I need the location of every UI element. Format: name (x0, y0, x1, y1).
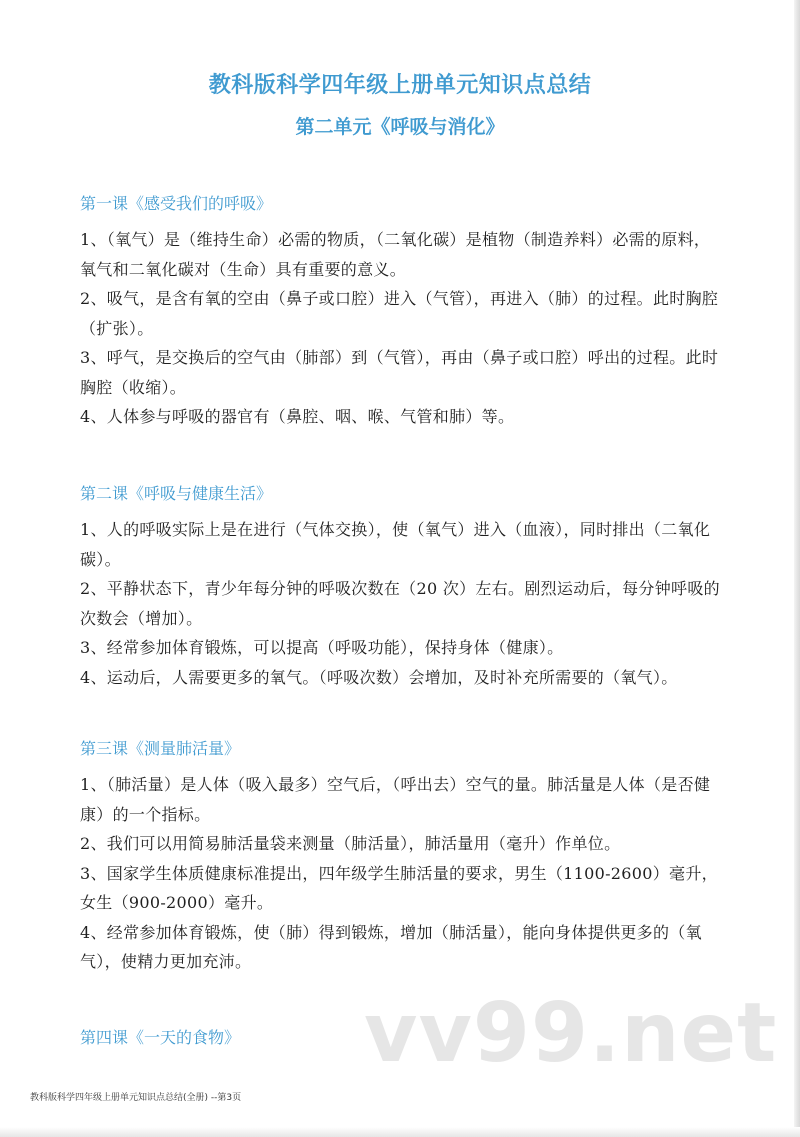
lesson-section-3 (80, 738, 720, 977)
list-item: 4、经常参加体育锻炼，使（肺）得到锻炼，增加（肺活量），能向身体提供更多的（氧气），使精力更加充沛。 (80, 922, 702, 971)
list-item: 2、吸气，是含有氧的空由（鼻子或口腔）进入（气管），再进入（肺）的过程。此时胸腔（扩张）。 (80, 289, 719, 338)
page-footer: 教科版科学四年级上册单元知识点总结(全册) --第3页 (30, 1093, 242, 1103)
list-item: 1、人的呼吸实际上是在进行（气体交换），使（氧气）进入（血液），同时排出（二氧化碳）。 (80, 520, 711, 569)
list-item: 4、人体参与呼吸的器官有（鼻腔、咽、喉、气管和肺）等。 (80, 407, 515, 426)
list-item: 1、（氧气）是（维持生命）必需的物质，（二氧化碳）是植物（制造养料）必需的原料，氧气和二氧化碳对（生命）具有重要的意义。 (80, 230, 711, 279)
list-item: 3、国家学生体质健康标准提出，四年级学生肺活量的要求，男生（1100-2600）毫升，女生（900-2000）毫升。 (80, 863, 718, 912)
lesson-section-1 (80, 193, 720, 432)
list-item: 2、我们可以用简易肺活量袋来测量（肺活量），肺活量用（毫升）作单位。 (80, 834, 621, 853)
document-title: 教科版科学四年级上册单元知识点总结 (208, 72, 592, 98)
lesson-heading: 第二课《呼吸与健康生活》 (80, 484, 273, 503)
list-item: 3、经常参加体育锻炼，可以提高（呼吸功能），保持身体（健康）。 (80, 638, 564, 657)
page-edge-shadow (794, 0, 800, 1137)
lesson-heading: 第四课《一天的食物》 (80, 1028, 241, 1047)
list-item: 4、运动后，人需要更多的氧气。（呼吸次数）会增加，及时补充所需要的（氧气）。 (80, 667, 678, 687)
list-item: 3、呼气，是交换后的空气由（肺部）到（气管），再由（鼻子或口腔）呼出的过程。此时胸腔（收缩）。 (80, 348, 719, 397)
lesson-section-2 (80, 483, 720, 692)
page-bottom-edge (0, 1127, 800, 1137)
list-item: 2、平静状态下，青少年每分钟的呼吸次数在（20 次）左右。剧烈运动后，每分钟呼吸的次数会（增加）。 (80, 579, 720, 628)
unit-subtitle: 第二单元《呼吸与消化》 (295, 116, 505, 138)
lesson-heading: 第一课《感受我们的呼吸》 (80, 194, 273, 213)
lesson-heading: 第三课《测量肺活量》 (80, 739, 241, 758)
watermark-text: vv99.net (364, 986, 778, 1081)
list-item: 1、（肺活量）是人体（吸入最多）空气后，（呼出去）空气的量。肺活量是人体（是否健康）的一个指标。 (80, 775, 711, 824)
